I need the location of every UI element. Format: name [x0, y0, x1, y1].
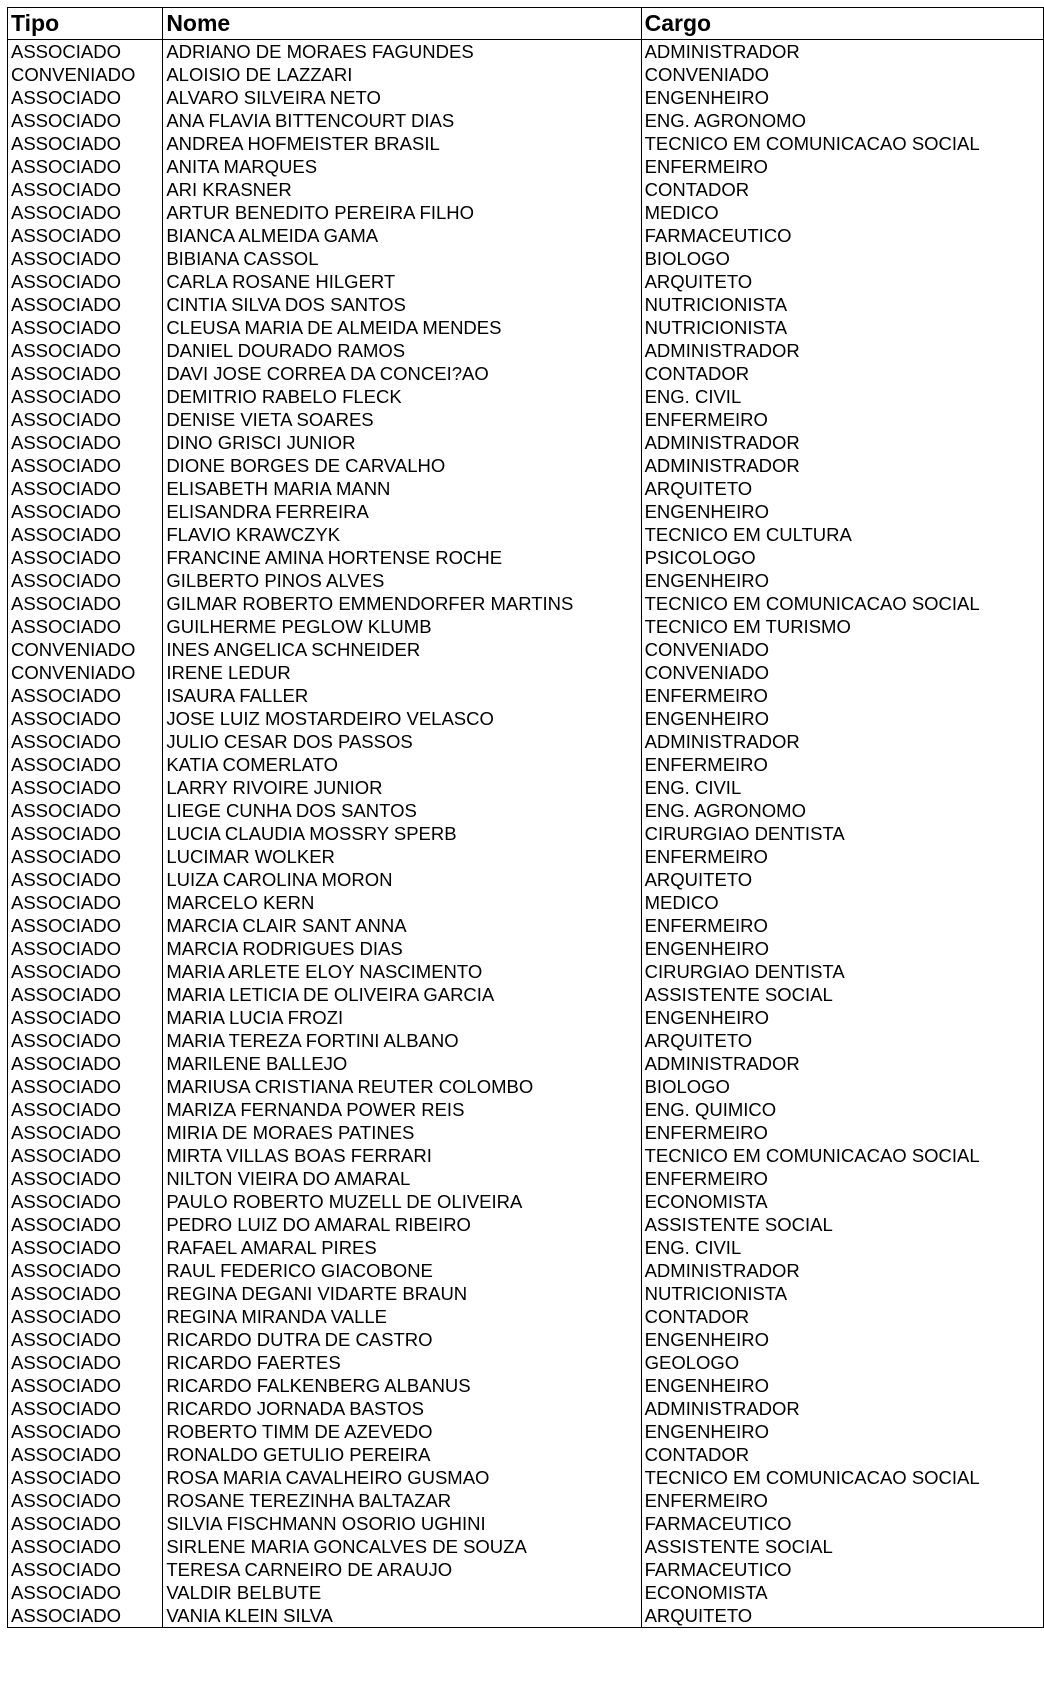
cell-tipo: ASSOCIADO: [8, 1052, 163, 1075]
cell-nome: ELISABETH MARIA MANN: [163, 477, 641, 500]
cell-nome: CLEUSA MARIA DE ALMEIDA MENDES: [163, 316, 641, 339]
cell-nome: FRANCINE AMINA HORTENSE ROCHE: [163, 546, 641, 569]
table-row: [8, 1558, 1044, 1581]
cell-tipo: ASSOCIADO: [8, 592, 163, 615]
column-header-tipo: Tipo: [8, 8, 163, 40]
cell-tipo: ASSOCIADO: [8, 914, 163, 937]
cell-tipo: ASSOCIADO: [8, 1351, 163, 1374]
table-row: [8, 753, 1044, 776]
cell-nome: MARIZA FERNANDA POWER REIS: [163, 1098, 641, 1121]
table-row: [8, 937, 1044, 960]
cell-tipo: ASSOCIADO: [8, 707, 163, 730]
cell-tipo: ASSOCIADO: [8, 1144, 163, 1167]
cell-tipo: ASSOCIADO: [8, 546, 163, 569]
cell-cargo: ENFERMEIRO: [641, 155, 1043, 178]
table-row: [8, 1282, 1044, 1305]
cell-nome: TERESA CARNEIRO DE ARAUJO: [163, 1558, 641, 1581]
table-row: [8, 1029, 1044, 1052]
cell-cargo: NUTRICIONISTA: [641, 293, 1043, 316]
cell-cargo: GEOLOGO: [641, 1351, 1043, 1374]
table-row: [8, 1512, 1044, 1535]
cell-cargo: ENGENHEIRO: [641, 707, 1043, 730]
cell-cargo: ENGENHEIRO: [641, 500, 1043, 523]
cell-cargo: ADMINISTRADOR: [641, 40, 1043, 64]
cell-tipo: ASSOCIADO: [8, 523, 163, 546]
cell-tipo: ASSOCIADO: [8, 983, 163, 1006]
cell-cargo: CONVENIADO: [641, 638, 1043, 661]
cell-nome: MARIUSA CRISTIANA REUTER COLOMBO: [163, 1075, 641, 1098]
cell-cargo: CONTADOR: [641, 1305, 1043, 1328]
cell-tipo: CONVENIADO: [8, 638, 163, 661]
cell-tipo: ASSOCIADO: [8, 40, 163, 64]
cell-tipo: ASSOCIADO: [8, 1098, 163, 1121]
cell-cargo: TECNICO EM COMUNICACAO SOCIAL: [641, 132, 1043, 155]
cell-nome: RICARDO JORNADA BASTOS: [163, 1397, 641, 1420]
cell-tipo: ASSOCIADO: [8, 822, 163, 845]
cell-nome: MARIA ARLETE ELOY NASCIMENTO: [163, 960, 641, 983]
cell-nome: IRENE LEDUR: [163, 661, 641, 684]
cell-nome: REGINA MIRANDA VALLE: [163, 1305, 641, 1328]
cell-cargo: ENG. AGRONOMO: [641, 799, 1043, 822]
cell-nome: PEDRO LUIZ DO AMARAL RIBEIRO: [163, 1213, 641, 1236]
cell-tipo: ASSOCIADO: [8, 1075, 163, 1098]
table-row: [8, 1236, 1044, 1259]
cell-nome: ADRIANO DE MORAES FAGUNDES: [163, 40, 641, 64]
cell-tipo: ASSOCIADO: [8, 178, 163, 201]
cell-tipo: ASSOCIADO: [8, 960, 163, 983]
cell-tipo: ASSOCIADO: [8, 1006, 163, 1029]
table-row: [8, 1144, 1044, 1167]
cell-nome: MARIA LUCIA FROZI: [163, 1006, 641, 1029]
members-table: [7, 7, 1044, 1628]
cell-tipo: ASSOCIADO: [8, 730, 163, 753]
cell-tipo: ASSOCIADO: [8, 1190, 163, 1213]
table-row: [8, 799, 1044, 822]
cell-cargo: BIOLOGO: [641, 1075, 1043, 1098]
cell-tipo: ASSOCIADO: [8, 1328, 163, 1351]
cell-nome: GUILHERME PEGLOW KLUMB: [163, 615, 641, 638]
cell-cargo: TECNICO EM CULTURA: [641, 523, 1043, 546]
cell-nome: ANA FLAVIA BITTENCOURT DIAS: [163, 109, 641, 132]
table-row: [8, 1259, 1044, 1282]
cell-cargo: ARQUITETO: [641, 868, 1043, 891]
table-row: [8, 1098, 1044, 1121]
table-row: [8, 1397, 1044, 1420]
table-row: [8, 1489, 1044, 1512]
cell-tipo: ASSOCIADO: [8, 1581, 163, 1604]
cell-tipo: ASSOCIADO: [8, 109, 163, 132]
cell-cargo: ENFERMEIRO: [641, 1121, 1043, 1144]
cell-cargo: MEDICO: [641, 891, 1043, 914]
table-row: [8, 132, 1044, 155]
table-row: [8, 385, 1044, 408]
cell-tipo: ASSOCIADO: [8, 1121, 163, 1144]
table-row: [8, 1006, 1044, 1029]
cell-cargo: ENG. QUIMICO: [641, 1098, 1043, 1121]
table-row: [8, 1190, 1044, 1213]
cell-cargo: ENGENHEIRO: [641, 569, 1043, 592]
cell-cargo: ADMINISTRADOR: [641, 339, 1043, 362]
cell-nome: MARIA TEREZA FORTINI ALBANO: [163, 1029, 641, 1052]
table-row: [8, 247, 1044, 270]
table-row: [8, 891, 1044, 914]
cell-cargo: FARMACEUTICO: [641, 1512, 1043, 1535]
cell-cargo: ENGENHEIRO: [641, 1420, 1043, 1443]
cell-nome: LUCIA CLAUDIA MOSSRY SPERB: [163, 822, 641, 845]
cell-tipo: ASSOCIADO: [8, 684, 163, 707]
table-row: [8, 1167, 1044, 1190]
table-row: [8, 1121, 1044, 1144]
cell-nome: INES ANGELICA SCHNEIDER: [163, 638, 641, 661]
cell-tipo: ASSOCIADO: [8, 316, 163, 339]
cell-tipo: ASSOCIADO: [8, 1213, 163, 1236]
cell-cargo: ADMINISTRADOR: [641, 1052, 1043, 1075]
cell-cargo: ENG. CIVIL: [641, 385, 1043, 408]
cell-tipo: ASSOCIADO: [8, 1029, 163, 1052]
table-row: [8, 592, 1044, 615]
cell-nome: MIRTA VILLAS BOAS FERRARI: [163, 1144, 641, 1167]
cell-cargo: ENFERMEIRO: [641, 845, 1043, 868]
cell-tipo: ASSOCIADO: [8, 1236, 163, 1259]
table-row: [8, 201, 1044, 224]
table-row: [8, 1213, 1044, 1236]
cell-cargo: ADMINISTRADOR: [641, 1397, 1043, 1420]
cell-tipo: ASSOCIADO: [8, 1443, 163, 1466]
cell-cargo: NUTRICIONISTA: [641, 1282, 1043, 1305]
cell-cargo: CONTADOR: [641, 178, 1043, 201]
table-row: [8, 638, 1044, 661]
column-header-nome: Nome: [163, 8, 641, 40]
cell-nome: DANIEL DOURADO RAMOS: [163, 339, 641, 362]
cell-nome: ARI KRASNER: [163, 178, 641, 201]
cell-cargo: ASSISTENTE SOCIAL: [641, 983, 1043, 1006]
cell-cargo: ENFERMEIRO: [641, 1489, 1043, 1512]
table-row: [8, 339, 1044, 362]
table-row: [8, 960, 1044, 983]
cell-cargo: FARMACEUTICO: [641, 1558, 1043, 1581]
table-row: [8, 316, 1044, 339]
table-row: [8, 983, 1044, 1006]
cell-cargo: MEDICO: [641, 201, 1043, 224]
cell-tipo: ASSOCIADO: [8, 937, 163, 960]
cell-tipo: ASSOCIADO: [8, 339, 163, 362]
cell-cargo: TECNICO EM COMUNICACAO SOCIAL: [641, 592, 1043, 615]
cell-nome: BIBIANA CASSOL: [163, 247, 641, 270]
cell-cargo: TECNICO EM COMUNICACAO SOCIAL: [641, 1144, 1043, 1167]
cell-tipo: ASSOCIADO: [8, 201, 163, 224]
cell-tipo: ASSOCIADO: [8, 1535, 163, 1558]
cell-cargo: ENG. AGRONOMO: [641, 109, 1043, 132]
cell-nome: RAUL FEDERICO GIACOBONE: [163, 1259, 641, 1282]
cell-cargo: ADMINISTRADOR: [641, 1259, 1043, 1282]
cell-nome: CARLA ROSANE HILGERT: [163, 270, 641, 293]
cell-tipo: ASSOCIADO: [8, 1259, 163, 1282]
cell-tipo: ASSOCIADO: [8, 1558, 163, 1581]
table-row: [8, 293, 1044, 316]
cell-nome: FLAVIO KRAWCZYK: [163, 523, 641, 546]
table-row: [8, 362, 1044, 385]
cell-cargo: ENFERMEIRO: [641, 408, 1043, 431]
cell-cargo: CONTADOR: [641, 1443, 1043, 1466]
table-row: [8, 500, 1044, 523]
table-row: [8, 707, 1044, 730]
cell-tipo: CONVENIADO: [8, 661, 163, 684]
table-row: [8, 1443, 1044, 1466]
cell-nome: LARRY RIVOIRE JUNIOR: [163, 776, 641, 799]
table-row: [8, 155, 1044, 178]
cell-tipo: ASSOCIADO: [8, 385, 163, 408]
cell-cargo: TECNICO EM COMUNICACAO SOCIAL: [641, 1466, 1043, 1489]
cell-tipo: ASSOCIADO: [8, 293, 163, 316]
cell-tipo: ASSOCIADO: [8, 132, 163, 155]
cell-cargo: CONVENIADO: [641, 63, 1043, 86]
cell-nome: SIRLENE MARIA GONCALVES DE SOUZA: [163, 1535, 641, 1558]
cell-cargo: ASSISTENTE SOCIAL: [641, 1535, 1043, 1558]
cell-tipo: ASSOCIADO: [8, 776, 163, 799]
table-row: [8, 615, 1044, 638]
cell-tipo: ASSOCIADO: [8, 86, 163, 109]
cell-cargo: ENG. CIVIL: [641, 776, 1043, 799]
cell-nome: RICARDO FALKENBERG ALBANUS: [163, 1374, 641, 1397]
table-row: [8, 684, 1044, 707]
cell-tipo: ASSOCIADO: [8, 477, 163, 500]
cell-tipo: ASSOCIADO: [8, 155, 163, 178]
table-row: [8, 1466, 1044, 1489]
cell-tipo: ASSOCIADO: [8, 224, 163, 247]
cell-cargo: ADMINISTRADOR: [641, 730, 1043, 753]
cell-tipo: ASSOCIADO: [8, 845, 163, 868]
cell-nome: RONALDO GETULIO PEREIRA: [163, 1443, 641, 1466]
cell-nome: DAVI JOSE CORREA DA CONCEI?AO: [163, 362, 641, 385]
cell-cargo: ARQUITETO: [641, 1029, 1043, 1052]
table-row: [8, 546, 1044, 569]
cell-tipo: ASSOCIADO: [8, 891, 163, 914]
cell-nome: DEMITRIO RABELO FLECK: [163, 385, 641, 408]
table-row: [8, 1581, 1044, 1604]
cell-tipo: ASSOCIADO: [8, 1420, 163, 1443]
table-row: [8, 1075, 1044, 1098]
cell-tipo: ASSOCIADO: [8, 569, 163, 592]
cell-cargo: BIOLOGO: [641, 247, 1043, 270]
cell-nome: CINTIA SILVA DOS SANTOS: [163, 293, 641, 316]
cell-cargo: ADMINISTRADOR: [641, 454, 1043, 477]
cell-nome: MARCIA RODRIGUES DIAS: [163, 937, 641, 960]
cell-cargo: ENFERMEIRO: [641, 753, 1043, 776]
cell-nome: MARIA LETICIA DE OLIVEIRA GARCIA: [163, 983, 641, 1006]
cell-cargo: CIRURGIAO DENTISTA: [641, 822, 1043, 845]
cell-cargo: FARMACEUTICO: [641, 224, 1043, 247]
cell-tipo: ASSOCIADO: [8, 1604, 163, 1628]
cell-tipo: ASSOCIADO: [8, 1374, 163, 1397]
table-row: [8, 523, 1044, 546]
cell-tipo: CONVENIADO: [8, 63, 163, 86]
cell-tipo: ASSOCIADO: [8, 408, 163, 431]
cell-tipo: ASSOCIADO: [8, 247, 163, 270]
cell-nome: KATIA COMERLATO: [163, 753, 641, 776]
cell-nome: RAFAEL AMARAL PIRES: [163, 1236, 641, 1259]
cell-cargo: ENGENHEIRO: [641, 1374, 1043, 1397]
cell-tipo: ASSOCIADO: [8, 431, 163, 454]
cell-cargo: ENFERMEIRO: [641, 1167, 1043, 1190]
cell-nome: MIRIA DE MORAES PATINES: [163, 1121, 641, 1144]
table-row: [8, 661, 1044, 684]
cell-cargo: CONVENIADO: [641, 661, 1043, 684]
cell-tipo: ASSOCIADO: [8, 362, 163, 385]
cell-nome: ROBERTO TIMM DE AZEVEDO: [163, 1420, 641, 1443]
cell-cargo: ARQUITETO: [641, 477, 1043, 500]
cell-nome: LUCIMAR WOLKER: [163, 845, 641, 868]
table-row: [8, 1052, 1044, 1075]
cell-nome: ISAURA FALLER: [163, 684, 641, 707]
table-row: [8, 868, 1044, 891]
cell-nome: PAULO ROBERTO MUZELL DE OLIVEIRA: [163, 1190, 641, 1213]
table-row: [8, 914, 1044, 937]
cell-cargo: PSICOLOGO: [641, 546, 1043, 569]
table-row: [8, 454, 1044, 477]
cell-nome: LIEGE CUNHA DOS SANTOS: [163, 799, 641, 822]
cell-nome: GILBERTO PINOS ALVES: [163, 569, 641, 592]
table-row: [8, 408, 1044, 431]
cell-nome: ELISANDRA FERREIRA: [163, 500, 641, 523]
cell-tipo: ASSOCIADO: [8, 270, 163, 293]
table-row: [8, 569, 1044, 592]
cell-tipo: ASSOCIADO: [8, 615, 163, 638]
cell-nome: DIONE BORGES DE CARVALHO: [163, 454, 641, 477]
cell-tipo: ASSOCIADO: [8, 500, 163, 523]
table-row: [8, 109, 1044, 132]
cell-nome: RICARDO DUTRA DE CASTRO: [163, 1328, 641, 1351]
cell-tipo: ASSOCIADO: [8, 799, 163, 822]
cell-tipo: ASSOCIADO: [8, 1305, 163, 1328]
cell-nome: ANITA MARQUES: [163, 155, 641, 178]
cell-tipo: ASSOCIADO: [8, 1282, 163, 1305]
table-row: [8, 822, 1044, 845]
cell-nome: LUIZA CAROLINA MORON: [163, 868, 641, 891]
cell-tipo: ASSOCIADO: [8, 454, 163, 477]
cell-tipo: ASSOCIADO: [8, 1397, 163, 1420]
table-row: [8, 776, 1044, 799]
cell-nome: ALVARO SILVEIRA NETO: [163, 86, 641, 109]
table-row: [8, 178, 1044, 201]
cell-cargo: NUTRICIONISTA: [641, 316, 1043, 339]
cell-nome: JOSE LUIZ MOSTARDEIRO VELASCO: [163, 707, 641, 730]
table-row: [8, 1351, 1044, 1374]
table-row: [8, 1604, 1044, 1628]
cell-cargo: ENFERMEIRO: [641, 684, 1043, 707]
table-row: [8, 730, 1044, 753]
cell-cargo: CIRURGIAO DENTISTA: [641, 960, 1043, 983]
table-row: [8, 224, 1044, 247]
cell-nome: DENISE VIETA SOARES: [163, 408, 641, 431]
cell-nome: SILVIA FISCHMANN OSORIO UGHINI: [163, 1512, 641, 1535]
cell-nome: MARCELO KERN: [163, 891, 641, 914]
cell-cargo: ENG. CIVIL: [641, 1236, 1043, 1259]
table-row: [8, 477, 1044, 500]
cell-tipo: ASSOCIADO: [8, 1466, 163, 1489]
table-row: [8, 63, 1044, 86]
cell-nome: ARTUR BENEDITO PEREIRA FILHO: [163, 201, 641, 224]
cell-tipo: ASSOCIADO: [8, 1512, 163, 1535]
cell-nome: GILMAR ROBERTO EMMENDORFER MARTINS: [163, 592, 641, 615]
cell-cargo: TECNICO EM TURISMO: [641, 615, 1043, 638]
cell-nome: MARILENE BALLEJO: [163, 1052, 641, 1075]
table-row: [8, 1374, 1044, 1397]
table-row: [8, 270, 1044, 293]
cell-cargo: ENGENHEIRO: [641, 86, 1043, 109]
cell-cargo: CONTADOR: [641, 362, 1043, 385]
table-row: [8, 40, 1044, 64]
cell-nome: ANDREA HOFMEISTER BRASIL: [163, 132, 641, 155]
cell-cargo: ECONOMISTA: [641, 1190, 1043, 1213]
table-row: [8, 431, 1044, 454]
cell-cargo: ARQUITETO: [641, 270, 1043, 293]
cell-cargo: ENFERMEIRO: [641, 914, 1043, 937]
cell-nome: ROSA MARIA CAVALHEIRO GUSMAO: [163, 1466, 641, 1489]
table-row: [8, 86, 1044, 109]
table-row: [8, 845, 1044, 868]
cell-nome: RICARDO FAERTES: [163, 1351, 641, 1374]
column-header-cargo: Cargo: [641, 8, 1043, 40]
cell-nome: REGINA DEGANI VIDARTE BRAUN: [163, 1282, 641, 1305]
cell-nome: VALDIR BELBUTE: [163, 1581, 641, 1604]
cell-tipo: ASSOCIADO: [8, 1489, 163, 1512]
cell-nome: ALOISIO DE LAZZARI: [163, 63, 641, 86]
cell-nome: JULIO CESAR DOS PASSOS: [163, 730, 641, 753]
cell-nome: ROSANE TEREZINHA BALTAZAR: [163, 1489, 641, 1512]
cell-tipo: ASSOCIADO: [8, 868, 163, 891]
cell-cargo: ASSISTENTE SOCIAL: [641, 1213, 1043, 1236]
cell-cargo: ARQUITETO: [641, 1604, 1043, 1628]
cell-cargo: ENGENHEIRO: [641, 1328, 1043, 1351]
cell-nome: MARCIA CLAIR SANT ANNA: [163, 914, 641, 937]
cell-tipo: ASSOCIADO: [8, 1167, 163, 1190]
table-row: [8, 1328, 1044, 1351]
cell-cargo: ENGENHEIRO: [641, 1006, 1043, 1029]
cell-nome: DINO GRISCI JUNIOR: [163, 431, 641, 454]
cell-nome: VANIA KLEIN SILVA: [163, 1604, 641, 1628]
cell-tipo: ASSOCIADO: [8, 753, 163, 776]
cell-cargo: ENGENHEIRO: [641, 937, 1043, 960]
header-row: [8, 8, 1044, 40]
cell-nome: NILTON VIEIRA DO AMARAL: [163, 1167, 641, 1190]
cell-cargo: ADMINISTRADOR: [641, 431, 1043, 454]
table-row: [8, 1535, 1044, 1558]
cell-nome: BIANCA ALMEIDA GAMA: [163, 224, 641, 247]
cell-cargo: ECONOMISTA: [641, 1581, 1043, 1604]
table-row: [8, 1305, 1044, 1328]
table-row: [8, 1420, 1044, 1443]
